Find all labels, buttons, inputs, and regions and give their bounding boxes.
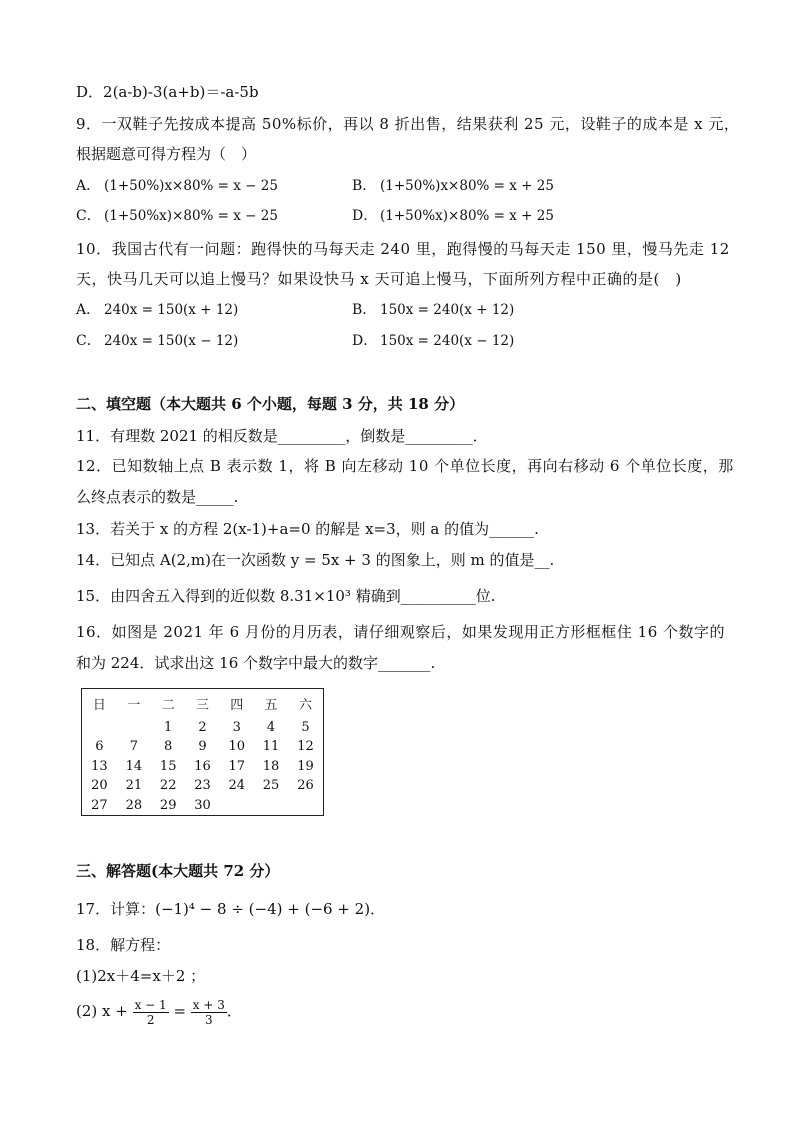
q18-part2-end: ． — [226, 1002, 242, 1020]
calendar-cell: 4 — [266, 719, 276, 735]
calendar-cell: 7 — [129, 739, 139, 755]
calendar-cell: 30 — [194, 797, 211, 813]
calendar-table — [81, 688, 324, 816]
q9-option-b[interactable]: B． (1+50%)x×80% = x + 25 — [352, 178, 554, 194]
calendar-cell: 1 — [164, 719, 173, 735]
calendar-cell — [82, 717, 117, 737]
calendar-cell: 11 — [262, 739, 280, 755]
calendar-cell: 5 — [301, 719, 310, 735]
q12-line2: 么终点表示的数是_____. — [76, 488, 239, 506]
calendar-cell: 18 — [262, 758, 280, 774]
q15: 15．由四舍五入得到的近似数 8.31×10³ 精确到__________位. — [76, 587, 496, 605]
calendar-row — [82, 795, 324, 815]
q12-line1: 12．已知数轴上点 B 表示数 1，将 B 向左移动 10 个单位长度，再向右移动 6 个单位长度，那 — [76, 457, 734, 475]
q10-option-b[interactable]: B． 150x = 240(x + 12) — [352, 302, 515, 318]
q9-option-d[interactable]: D． (1+50%x)×80% = x + 25 — [352, 208, 554, 224]
calendar-cell: 20 — [91, 778, 108, 794]
calendar-header-row — [82, 689, 324, 718]
calendar-cell: 14 — [125, 758, 143, 774]
q10-line1: 10．我国古代有一问题：跑得快的马每天走 240 里，跑得慢的马每天走 150 里，慢马先走 12 — [76, 240, 730, 258]
calendar-cell: 3 — [232, 719, 241, 735]
calendar-cell: 16 — [194, 758, 211, 774]
calendar-cell: 19 — [297, 758, 314, 774]
q18-part2-prefix: (2) x + — [76, 1002, 133, 1020]
q10-line2: 天，快马几天可以追上慢马？如果设快马 x 天可追上慢马，下面所列方程中正确的是( ) — [76, 270, 682, 288]
calendar-cell — [220, 795, 254, 815]
calendar-header-cell: 六 — [299, 697, 313, 713]
q9-line2: 根据题意可得方程为（ ） — [76, 145, 257, 163]
calendar-cell: 9 — [198, 739, 207, 755]
calendar-header-cell: 一 — [127, 697, 141, 713]
fraction-1-denominator: 2 — [146, 1012, 155, 1027]
calendar-cell — [254, 795, 288, 815]
q10-option-a[interactable]: A． 240x = 150(x + 12) — [76, 302, 239, 318]
calendar-cell: 28 — [125, 797, 143, 813]
calendar-cell: 24 — [228, 778, 245, 794]
calendar-header-cell: 四 — [230, 697, 244, 713]
calendar-cell: 6 — [95, 739, 104, 755]
calendar-cell: 15 — [159, 758, 177, 774]
fraction-2-denominator: 3 — [205, 1012, 213, 1027]
calendar-cell: 13 — [91, 758, 108, 774]
calendar-row — [82, 737, 324, 757]
calendar-header-cell: 日 — [92, 697, 106, 713]
calendar-cell: 23 — [194, 778, 211, 794]
q14: 14．已知点 A(2,m)在一次函数 y = 5x + 3 的图象上，则 m 的值是__. — [76, 551, 555, 569]
calendar-header-cell: 二 — [161, 697, 175, 713]
section-3-heading: 三、解答题(本大题共 72 分） — [76, 862, 280, 880]
q18-part1: (1)2x＋4=x＋2 ； — [76, 967, 206, 985]
calendar-cell — [117, 717, 151, 737]
q17: 17．计算：(−1)⁴ − 8 ÷ (−4) + (−6 + 2)． — [76, 900, 386, 918]
calendar-cell: 8 — [164, 739, 173, 755]
q10-option-c[interactable]: C． 240x = 150(x − 12) — [76, 333, 239, 349]
fraction-2 — [191, 998, 227, 1027]
q13: 13．若关于 x 的方程 2(x-1)+a=0 的解是 x=3，则 a 的值为______. — [76, 520, 539, 538]
calendar-cell — [288, 795, 323, 815]
calendar-cell: 21 — [125, 778, 143, 794]
option-d-prev: D．2(a-b)-3(a+b)＝-a-5b — [76, 83, 259, 101]
calendar-row — [82, 717, 324, 737]
q9-option-c[interactable]: C． (1+50%x)×80% = x − 25 — [76, 208, 278, 224]
calendar-row — [82, 756, 324, 776]
q16-line2: 和为 224．试求出这 16 个数字中最大的数字_______. — [76, 654, 436, 672]
calendar-cell: 12 — [297, 739, 314, 755]
calendar-cell: 26 — [297, 778, 314, 794]
calendar-cell: 17 — [228, 758, 245, 774]
calendar-cell: 2 — [198, 719, 207, 735]
q11: 11．有理数 2021 的相反数是_________，倒数是_________． — [76, 427, 488, 445]
calendar-cell: 29 — [159, 797, 177, 813]
q18: 18．解方程： — [76, 936, 171, 954]
calendar-header-cell: 三 — [195, 697, 209, 713]
calendar-cell: 25 — [262, 778, 280, 794]
q10-option-d[interactable]: D． 150x = 240(x − 12) — [352, 333, 515, 349]
fraction-2-numerator: x + 3 — [192, 997, 225, 1012]
calendar-cell: 22 — [159, 778, 177, 794]
calendar-cell: 27 — [91, 797, 108, 813]
q18-part2-equals: = — [168, 1002, 191, 1020]
calendar-cell: 10 — [228, 739, 245, 755]
fraction-1 — [133, 998, 169, 1027]
calendar-row — [82, 776, 324, 796]
fraction-1-numerator: x − 1 — [134, 997, 167, 1012]
q18-part2 — [76, 996, 242, 1027]
calendar-header-cell: 五 — [264, 697, 278, 713]
section-2-heading: 二、填空题（本大题共 6 个小题，每题 3 分，共 18 分） — [76, 395, 465, 413]
q9-line1: 9．一双鞋子先按成本提高 50%标价，再以 8 折出售，结果获利 25 元，设鞋子的成本是 x 元， — [76, 115, 740, 133]
q16-line1: 16．如图是 2021 年 6 月份的月历表，请仔细观察后，如果发现用正方形框框住 16 个数字的 — [76, 623, 726, 641]
q9-option-a[interactable]: A． (1+50%)x×80% = x − 25 — [76, 178, 278, 194]
